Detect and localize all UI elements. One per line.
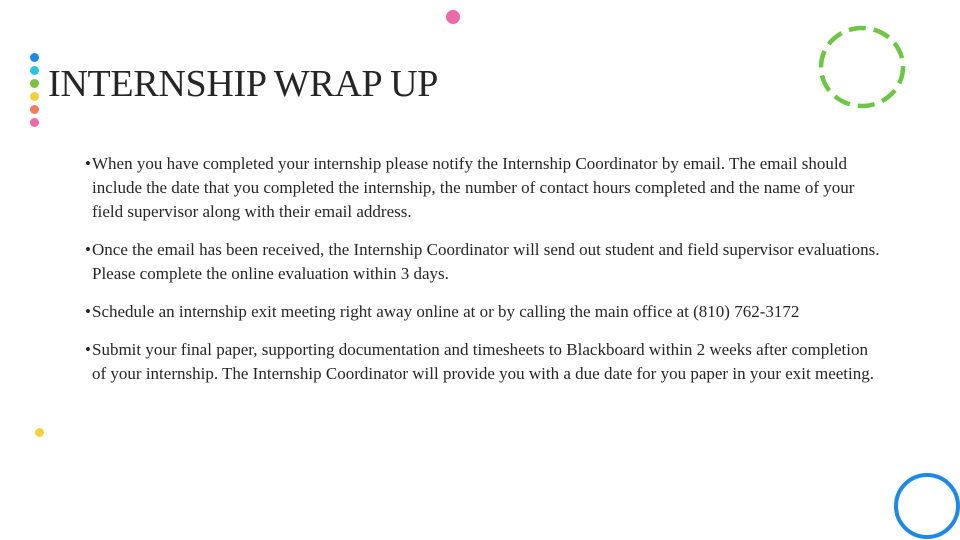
bullet-marker: • — [85, 240, 91, 259]
pink-dot-top — [446, 10, 460, 24]
bullet-text: Schedule an internship exit meeting right away online at or by calling the main office at (810) 762-3172 — [92, 302, 800, 321]
green-dot — [30, 79, 39, 88]
yellow-dot-bottom — [35, 428, 44, 437]
bullet-text: When you have completed your internship please notify the Internship Coordinator by email. The email should include the date that you completed the internship, the number of contact hours completed and the name of your field supervisor along with their email address. — [92, 154, 855, 221]
cyan-dot — [30, 66, 39, 75]
blue-dot — [30, 53, 39, 62]
bullet-list — [85, 152, 885, 400]
pink-dot — [30, 118, 39, 127]
bullet-item — [85, 152, 885, 224]
bullet-text: Submit your final paper, supporting documentation and timesheets to Blackboard within 2 weeks after completion of your internship. The Internship Coordinator will provide you with a due date for you paper in your exit meeting. — [92, 340, 874, 383]
bullet-item — [85, 300, 885, 324]
bullet-marker: • — [85, 154, 91, 173]
bullet-text: Once the email has been received, the Internship Coordinator will send out student and field supervisor evaluations. Please complete the online evaluation within 3 days. — [92, 240, 880, 283]
yellow-dot — [30, 92, 39, 101]
bullet-marker: • — [85, 302, 91, 321]
blue-ring-decoration — [891, 470, 960, 540]
dashed-circle-decoration — [816, 24, 908, 110]
bullet-marker: • — [85, 340, 91, 359]
bullet-item — [85, 238, 885, 286]
orange-dot — [30, 105, 39, 114]
slide-title: INTERNSHIP WRAP UP — [48, 63, 439, 105]
bullet-item — [85, 338, 885, 386]
